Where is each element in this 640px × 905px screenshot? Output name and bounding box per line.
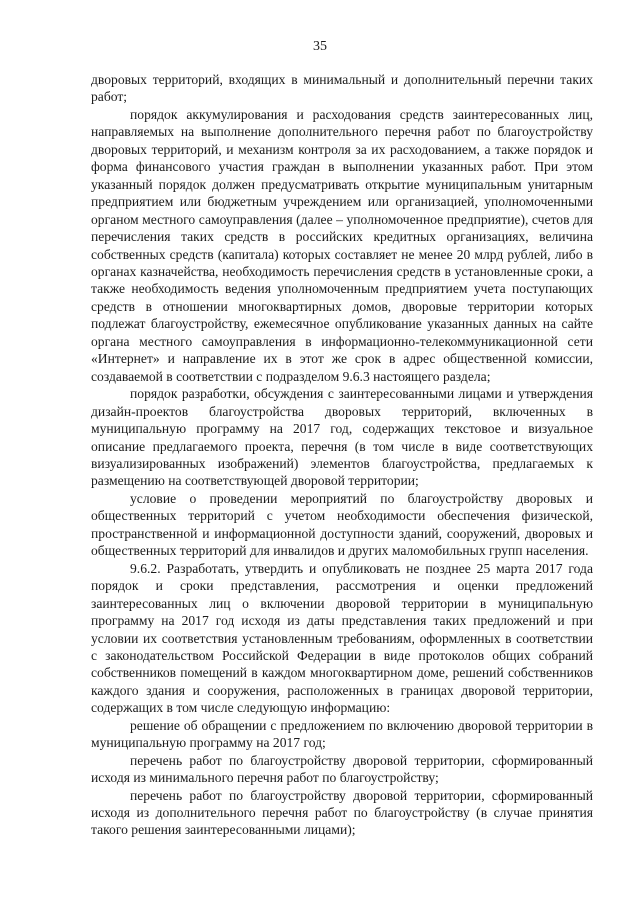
paragraph-minimal-works-list: перечень работ по благоустройству дворовой территории, сформированный исходя из минимального перечня работ по благоустройству;: [91, 752, 593, 786]
paragraph-accessibility-condition: условие о проведении мероприятий по благоустройству дворовых и общественных территорий с учетом необходимости обеспечения физической, пространственной и информационной доступности зданий, сооружений, дворовых и общественных территорий для инвалидов и других маломобильных групп населения.: [91, 490, 593, 559]
paragraph-additional-works-list: перечень работ по благоустройству дворовой территории, сформированный исходя из дополнительного перечня работ по благоустройству (в случае принятия такого решения заинтересованными лицами);: [91, 787, 593, 838]
paragraph-inclusion-decision: решение об обращении с предложением по включению дворовой территории в муниципальную программу на 2017 год;: [91, 717, 593, 751]
paragraph-design-projects: порядок разработки, обсуждения с заинтересованными лицами и утверждения дизайн-проектов благоустройства дворовых территорий, включенных в муниципальную программу на 2017 год, содержащих текстовое и визуальное описание предлагаемого проекта, перечня (в том числе в виде соответствующих визуализированных изображений) элементов благоустройства, предлагаемых к размещению на соответствующей дворовой территории;: [91, 386, 593, 489]
document-body: [91, 71, 593, 839]
paragraph-accumulation-procedure: порядок аккумулирования и расходования средств заинтересованных лиц, направляемых на выполнение дополнительного перечня работ по благоустройству дворовых территорий, и механизм контроля за их расходованием, а также порядок и форма финансового участия граждан в выполнении указанных работ. При этом указанный порядок должен предусматривать открытие муниципальным унитарным предприятием или бюджетным учреждением или организацией, уполномоченными органом местного самоуправления (далее – уполномоченное предприятие), счетов для перечисления таких средств в российских кредитных организациях, величина собственных средств (капитала) которых составляет не менее 20 млрд рублей, либо в органах казначейства, необходимость перечисления средств в установленные сроки, а также необходимость ведения уполномоченным предприятием учета поступающих средств в отношении многоквартирных домов, дворовые территории которых подлежат благоустройству, ежемесячное опубликование указанных данных на сайте органа местного самоуправления в информационно-телекоммуникационной сети «Интернет» и направление их в этот же срок в адрес общественной комиссии, создаваемой в соответствии с подразделом 9.6.3 настоящего раздела;: [91, 106, 593, 384]
paragraph-continuation: дворовых территорий, входящих в минимальный и дополнительный перечни таких работ;: [91, 72, 593, 105]
paragraph-section-9-6-2: 9.6.2. Разработать, утвердить и опубликовать не позднее 25 марта 2017 года порядок и сроки представления, рассмотрения и оценки предложений заинтересованных лиц о включении дворовой территории в муниципальную программу на 2017 год исходя из даты представления таких предложений и при условии их соответствия установленным требованиям, оформленных в соответствии с законодательством Российской Федерации в виде протоколов общих собраний собственников помещений в каждом многоквартирном доме, решений собственников каждого здания и сооружения, расположенных в границах дворовой территории, содержащих в том числе следующую информацию:: [91, 560, 593, 716]
page-number: 35: [313, 39, 327, 54]
